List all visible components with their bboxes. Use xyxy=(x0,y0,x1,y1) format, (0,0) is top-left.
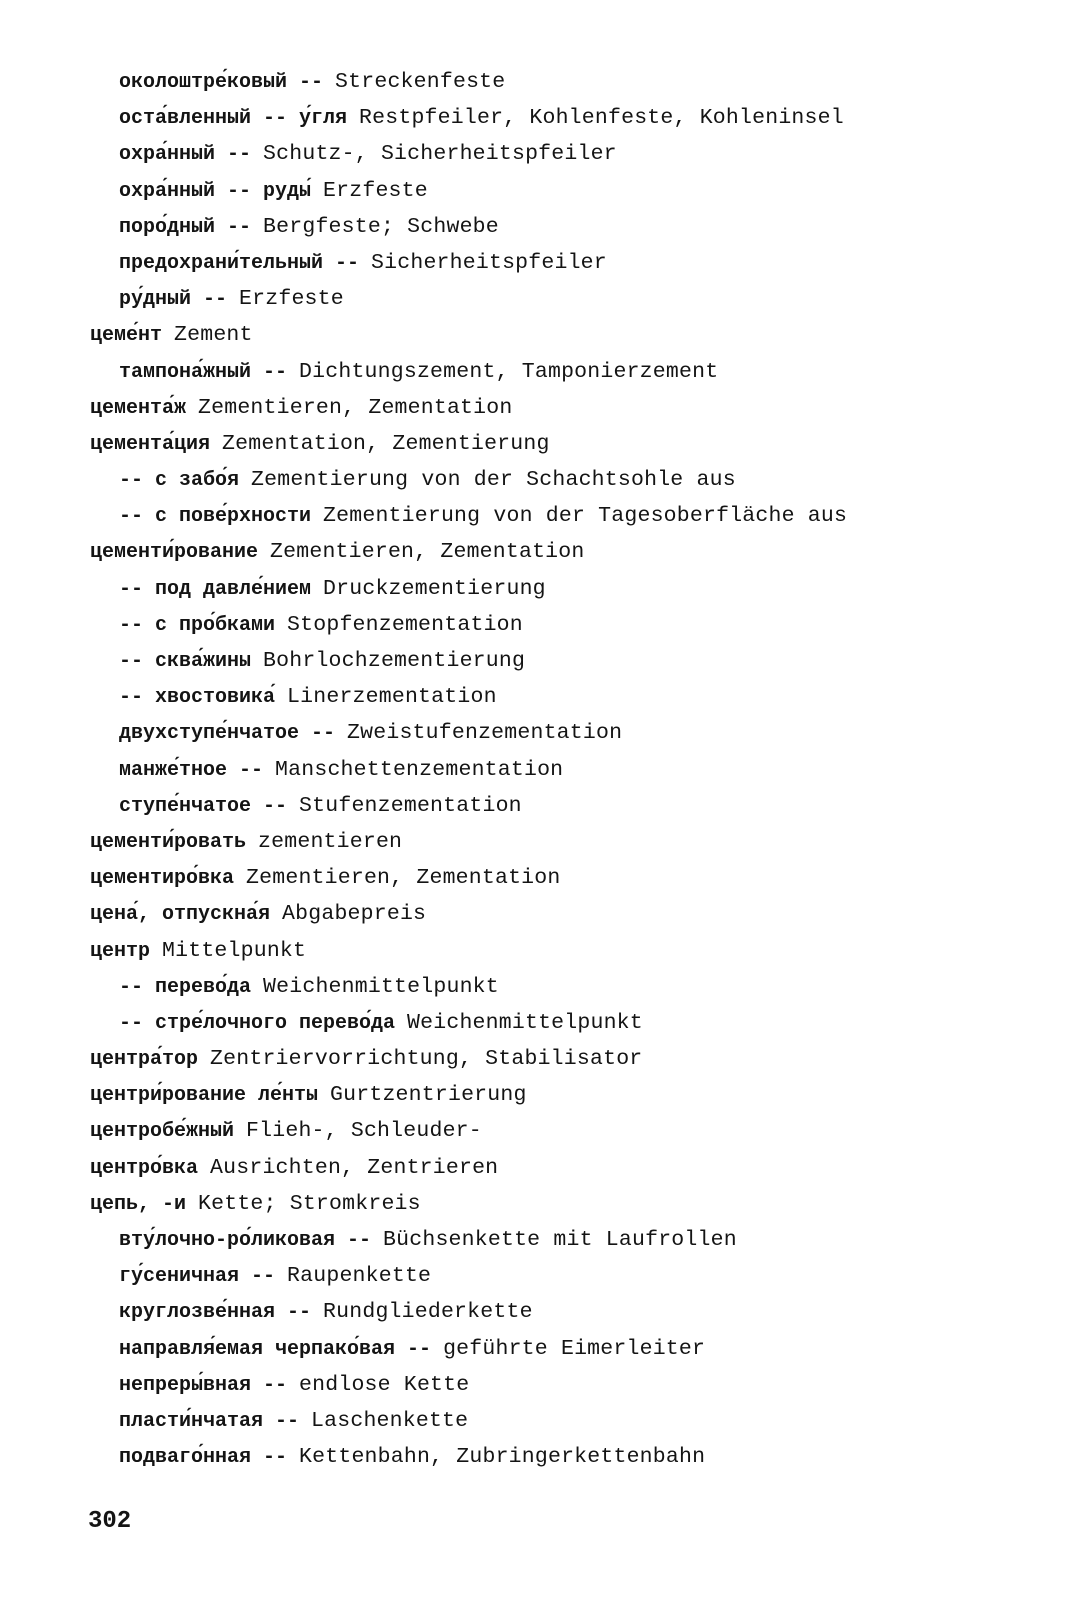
sub-entry xyxy=(90,788,1050,824)
sub-entry xyxy=(90,679,1050,715)
german-translation: Zweistufenzementation xyxy=(347,721,623,746)
russian-term: центри́рование ле́нты xyxy=(90,1084,319,1108)
german-translation: Bohrlochzementierung xyxy=(263,649,526,673)
sub-entry xyxy=(90,1331,1050,1367)
russian-term: -- под давле́нием xyxy=(119,577,312,601)
russian-term: центр xyxy=(90,939,151,963)
german-translation: Manschettenzementation xyxy=(275,757,564,782)
russian-term: направля́емая черпако́вая -- xyxy=(119,1337,432,1361)
german-translation: zementieren xyxy=(258,829,403,854)
german-translation: Dichtungszement, Tamponierzement xyxy=(299,359,719,384)
german-translation: endlose Kette xyxy=(299,1372,470,1397)
sub-entry xyxy=(90,462,1050,498)
sub-entry xyxy=(90,1403,1050,1439)
german-translation: Kettenbahn, Zubringerkettenbahn xyxy=(299,1445,706,1470)
sub-entry xyxy=(90,100,1050,136)
headword-entry xyxy=(90,1041,1050,1077)
sub-entry xyxy=(90,752,1050,788)
russian-term: непреры́вная -- xyxy=(119,1373,288,1397)
russian-term: ру́дный -- xyxy=(119,288,228,312)
sub-entry xyxy=(90,1258,1050,1294)
sub-entry xyxy=(90,571,1050,607)
german-translation: Laschenkette xyxy=(311,1408,469,1433)
german-translation: Mittelpunkt xyxy=(162,938,307,963)
german-translation: Zement xyxy=(174,323,253,348)
russian-term: поро́дный -- xyxy=(119,215,252,239)
german-translation: Gurtzentrierung xyxy=(330,1083,527,1108)
russian-term: -- с забо́я xyxy=(119,469,240,493)
entry-list xyxy=(90,64,1050,1475)
headword-entry xyxy=(90,824,1050,860)
sub-entry xyxy=(90,498,1050,534)
german-translation: geführte Eimerleiter xyxy=(443,1336,706,1361)
headword-entry xyxy=(90,1113,1050,1149)
sub-entry xyxy=(90,1439,1050,1475)
russian-term: охра́нный -- руды́ xyxy=(119,179,312,203)
german-translation: Zementierung von der Schachtsohle aus xyxy=(251,468,736,493)
russian-term: тампона́жный -- xyxy=(119,360,288,384)
headword-entry xyxy=(90,933,1050,969)
german-translation: Flieh-, Schleuder- xyxy=(246,1119,482,1144)
sub-entry xyxy=(90,1222,1050,1258)
russian-term: -- с пове́рхности xyxy=(119,505,312,529)
headword-entry xyxy=(90,317,1050,353)
russian-term: пласти́нчатая -- xyxy=(119,1409,300,1433)
russian-term: -- хвостовика́ xyxy=(119,686,276,710)
german-translation: Zentriervorrichtung, Stabilisator xyxy=(210,1047,643,1072)
russian-term: ступе́нчатое -- xyxy=(119,794,288,818)
german-translation: Stufenzementation xyxy=(299,793,522,818)
sub-entry xyxy=(90,209,1050,245)
sub-entry xyxy=(90,136,1050,172)
russian-term: двухступе́нчатое -- xyxy=(119,722,336,746)
sub-entry xyxy=(90,354,1050,390)
german-translation: Zementieren, Zementation xyxy=(270,540,585,565)
german-translation: Büchsenkette mit Laufrollen xyxy=(383,1228,737,1252)
russian-term: цемента́ция xyxy=(90,432,211,456)
german-translation: Sicherheitspfeiler xyxy=(371,250,607,275)
russian-term: -- стре́лочного перево́да xyxy=(119,1011,396,1035)
russian-term: -- перево́да xyxy=(119,975,252,999)
sub-entry xyxy=(90,1367,1050,1403)
sub-entry xyxy=(90,173,1050,209)
headword-entry xyxy=(90,390,1050,426)
german-translation: Abgabepreis xyxy=(282,902,427,927)
russian-term: -- с про́бками xyxy=(119,613,276,637)
russian-term: -- сква́жины xyxy=(119,650,252,673)
german-translation: Linerzementation xyxy=(287,685,497,710)
german-translation: Zementierung von der Tagesoberfläche aus xyxy=(323,504,848,529)
russian-term: центробе́жный xyxy=(90,1120,235,1144)
headword-entry xyxy=(90,860,1050,896)
headword-entry xyxy=(90,426,1050,462)
german-translation: Erzfeste xyxy=(323,178,428,203)
german-translation: Stopfenzementation xyxy=(287,612,523,637)
russian-term: околоштре́ковый -- xyxy=(119,71,324,94)
sub-entry xyxy=(90,643,1050,679)
german-translation: Weichenmittelpunkt xyxy=(263,974,499,999)
headword-entry xyxy=(90,896,1050,932)
german-translation: Zementieren, Zementation xyxy=(246,866,561,891)
german-translation: Bergfeste; Schwebe xyxy=(263,214,499,239)
german-translation: Ausrichten, Zentrieren xyxy=(210,1155,499,1180)
sub-entry xyxy=(90,715,1050,751)
russian-term: оста́вленный -- у́гля xyxy=(119,107,348,131)
sub-entry xyxy=(90,1005,1050,1041)
german-translation: Druckzementierung xyxy=(323,576,546,601)
german-translation: Zementieren, Zementation xyxy=(198,395,513,420)
russian-term: цементиро́вка xyxy=(90,867,235,891)
sub-entry xyxy=(90,607,1050,643)
headword-entry xyxy=(90,534,1050,570)
russian-term: предохрани́тельный -- xyxy=(119,251,360,275)
russian-term: центра́тор xyxy=(90,1048,199,1072)
german-translation: Zementation, Zementierung xyxy=(222,431,550,456)
german-translation: Weichenmittelpunkt xyxy=(407,1010,643,1035)
russian-term: цементи́ровать xyxy=(90,830,247,854)
german-translation: Schutz-, Sicherheitspfeiler xyxy=(263,142,617,167)
sub-entry xyxy=(90,281,1050,317)
sub-entry xyxy=(90,245,1050,281)
russian-term: круглозве́нная -- xyxy=(119,1301,312,1325)
russian-term: вту́лочно-ро́ликовая -- xyxy=(119,1229,372,1252)
headword-entry xyxy=(90,1186,1050,1222)
german-translation: Raupenkette xyxy=(287,1264,432,1289)
german-translation: Streckenfeste xyxy=(335,70,506,94)
russian-term: цеме́нт xyxy=(90,324,163,348)
german-translation: Kette; Stromkreis xyxy=(198,1191,421,1216)
sub-entry xyxy=(90,969,1050,1005)
german-translation: Erzfeste xyxy=(239,287,344,312)
russian-term: центро́вка xyxy=(90,1156,199,1180)
russian-term: подваго́нная -- xyxy=(119,1446,288,1470)
russian-term: цементи́рование xyxy=(90,541,259,565)
russian-term: гу́сеничная -- xyxy=(119,1265,276,1289)
russian-term: цемента́ж xyxy=(90,396,187,420)
russian-term: цена́, отпускна́я xyxy=(90,903,271,927)
sub-entry xyxy=(90,1294,1050,1330)
german-translation: Rundgliederkette xyxy=(323,1300,533,1325)
russian-term: манже́тное -- xyxy=(119,758,264,782)
sub-entry xyxy=(90,64,1050,100)
headword-entry xyxy=(90,1077,1050,1113)
german-translation: Restpfeiler, Kohlenfeste, Kohleninsel xyxy=(359,106,844,131)
page-number: 302 xyxy=(88,1508,132,1535)
russian-term: цепь, -и xyxy=(90,1192,187,1216)
headword-entry xyxy=(90,1150,1050,1186)
russian-term: охра́нный -- xyxy=(119,143,252,167)
